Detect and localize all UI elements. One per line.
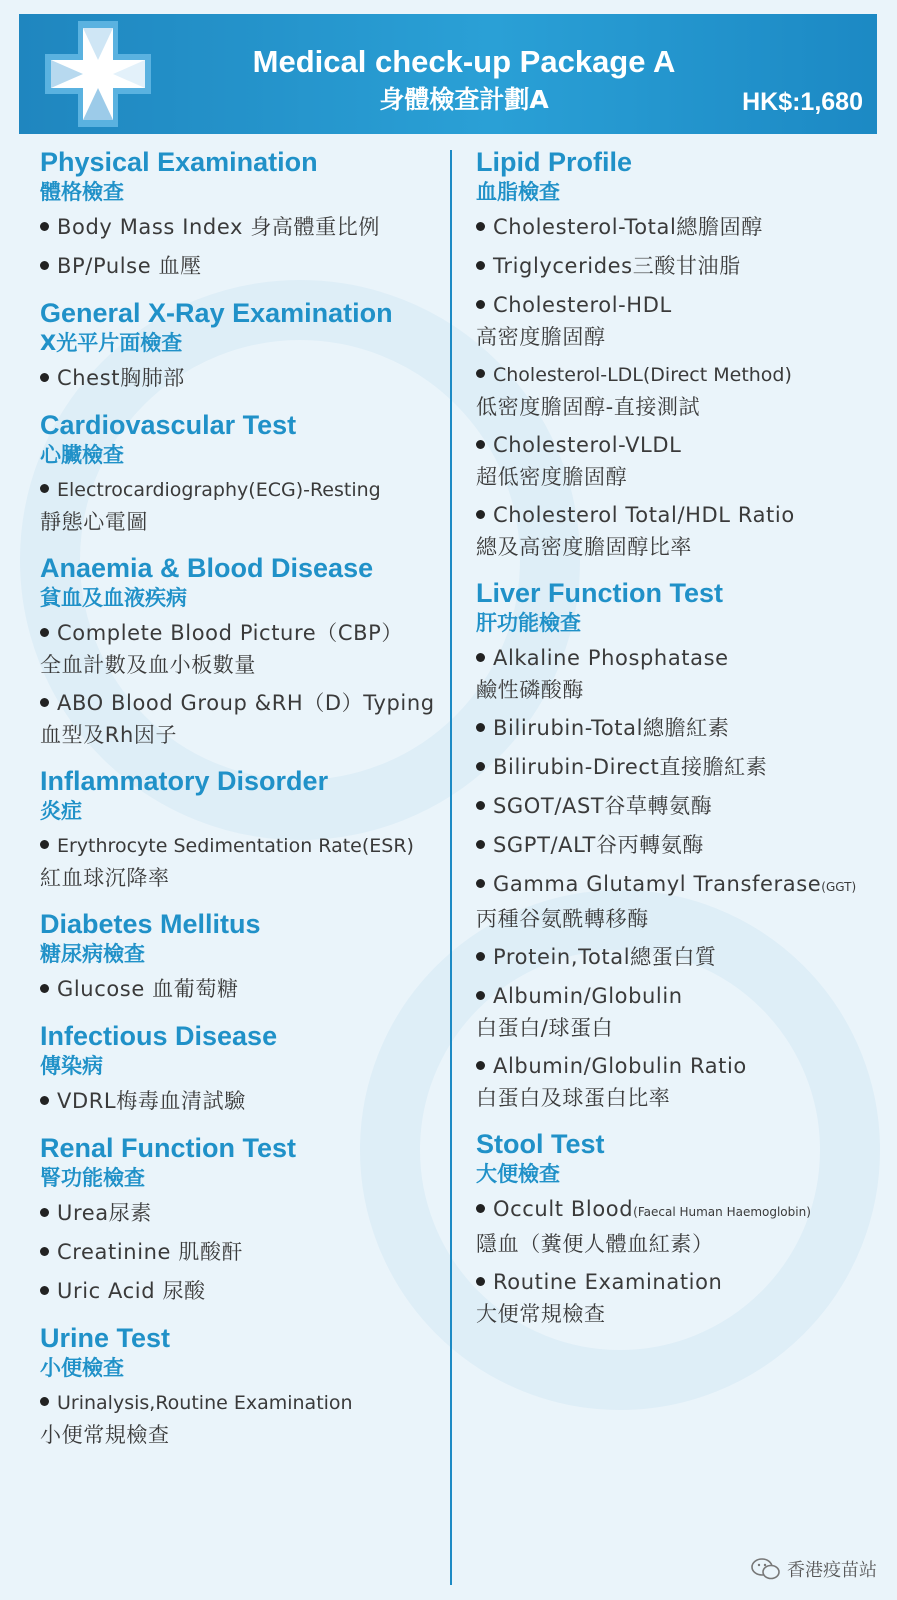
section-title-zh: 傳染病 <box>40 1054 103 1078</box>
test-item-line <box>476 712 881 745</box>
medical-cross-icon <box>33 16 163 132</box>
section <box>40 297 445 395</box>
test-item <box>476 941 881 974</box>
bullet-icon <box>40 261 49 270</box>
bullet-icon <box>476 510 485 519</box>
bullet-icon <box>476 1277 485 1286</box>
test-item-line <box>40 1275 445 1308</box>
section-title-en: Infectious Disease <box>40 1021 278 1051</box>
section <box>40 765 445 894</box>
bullet-icon <box>40 1096 49 1105</box>
section-title-zh: 炎症 <box>40 799 82 823</box>
section-title-en: Inflammatory Disorder <box>40 766 329 796</box>
test-item-name: Glucose 血葡萄糖 <box>57 977 239 1001</box>
test-item-line <box>40 250 445 283</box>
test-item <box>476 829 881 862</box>
test-item-chinese: 白蛋白及球蛋白比率 <box>476 1086 671 1110</box>
test-item <box>476 868 881 935</box>
test-item <box>40 830 445 894</box>
section-title-zh: 肝功能檢查 <box>476 611 581 635</box>
wechat-icon <box>751 1557 781 1581</box>
test-item-line <box>476 829 881 862</box>
test-item-name: Triglycerides三酸甘油脂 <box>493 254 741 278</box>
test-item-line <box>40 617 445 650</box>
test-item-line <box>476 941 881 974</box>
test-item <box>476 1050 881 1114</box>
test-item <box>40 1275 445 1308</box>
bullet-icon <box>476 762 485 771</box>
test-item-chinese: 鹼性磷酸酶 <box>476 678 584 702</box>
test-item <box>40 211 445 244</box>
test-item-chinese: 超低密度膽固醇 <box>476 465 628 489</box>
test-item-line <box>476 751 881 784</box>
test-item-line <box>476 868 881 904</box>
test-item <box>476 980 881 1044</box>
test-item-name: Body Mass Index 身高體重比例 <box>57 215 380 239</box>
test-item-line <box>476 1266 881 1299</box>
section-title-en: Renal Function Test <box>40 1133 297 1163</box>
section-title-en: Cardiovascular Test <box>40 410 297 440</box>
test-item <box>40 687 445 751</box>
test-item <box>40 617 445 681</box>
test-item <box>40 1085 445 1118</box>
package-header <box>19 14 877 134</box>
section-title-en: Physical Examination <box>40 147 318 177</box>
test-item-line <box>40 830 445 863</box>
test-item-note: (GGT) <box>821 880 857 894</box>
test-item-name: Cholesterol-VLDL <box>493 433 682 457</box>
section-title-zh: 血脂檢查 <box>476 180 560 204</box>
test-item <box>476 499 881 563</box>
test-item-note: (Faecal Human Haemoglobin) <box>633 1205 811 1219</box>
section <box>40 1132 445 1308</box>
test-item <box>476 1193 881 1260</box>
test-item-chinese: 高密度膽固醇 <box>476 325 606 349</box>
test-item <box>40 1197 445 1230</box>
bullet-icon <box>476 369 485 378</box>
test-item-name: Cholesterol-Total總膽固醇 <box>493 215 763 239</box>
test-item-name: Cholesterol-HDL <box>493 293 672 317</box>
test-item-name: BP/Pulse 血壓 <box>57 254 202 278</box>
bullet-icon <box>40 698 49 707</box>
test-item-line <box>476 499 881 532</box>
test-item <box>40 1387 445 1451</box>
test-item-name: SGPT/ALT谷丙轉氨酶 <box>493 833 704 857</box>
test-item-name: Creatinine 肌酸酐 <box>57 1240 244 1264</box>
section <box>40 1322 445 1451</box>
test-item-line <box>476 642 881 675</box>
section-title-zh: 貧血及血液疾病 <box>40 586 187 610</box>
bullet-icon <box>476 840 485 849</box>
test-item-line <box>476 1050 881 1083</box>
test-item-line <box>40 362 445 395</box>
section-title-en: Liver Function Test <box>476 578 724 608</box>
test-item <box>476 1266 881 1330</box>
test-item-name: Occult Blood <box>493 1197 634 1221</box>
test-item-chinese: 總及高密度膽固醇比率 <box>476 535 692 559</box>
section <box>476 146 881 563</box>
test-item <box>476 429 881 493</box>
test-item-chinese: 血型及Rh因子 <box>40 723 178 747</box>
bullet-icon <box>476 300 485 309</box>
test-item <box>476 712 881 745</box>
test-item-line <box>40 1236 445 1269</box>
test-item-chinese: 丙種谷氨酰轉移酶 <box>476 907 649 931</box>
test-item <box>40 1236 445 1269</box>
test-item-line <box>476 211 881 244</box>
section-title-en: Stool Test <box>476 1129 605 1159</box>
test-item-line <box>40 973 445 1006</box>
test-item-line <box>40 1197 445 1230</box>
bullet-icon <box>476 1204 485 1213</box>
test-item-name: Routine Examination <box>493 1270 723 1294</box>
wechat-account-mark <box>751 1556 877 1582</box>
test-item-name: Erythrocyte Sedimentation Rate(ESR) <box>57 835 414 857</box>
bullet-icon <box>476 991 485 1000</box>
bullet-icon <box>40 628 49 637</box>
test-item-line <box>40 474 445 507</box>
bullet-icon <box>40 222 49 231</box>
bullet-icon <box>40 840 49 849</box>
test-item <box>40 973 445 1006</box>
section-title-en: Anaemia & Blood Disease <box>40 553 374 583</box>
test-item <box>476 250 881 283</box>
test-item-line <box>476 790 881 823</box>
bullet-icon <box>476 653 485 662</box>
bullet-icon <box>476 723 485 732</box>
test-item-line <box>40 1085 445 1118</box>
test-item-name: Alkaline Phosphatase <box>493 646 729 670</box>
test-item-chinese: 低密度膽固醇-直接測試 <box>476 395 701 419</box>
section <box>40 552 445 751</box>
test-item <box>476 790 881 823</box>
test-item <box>476 642 881 706</box>
test-item-name: Bilirubin-Direct直接膽紅素 <box>493 755 768 779</box>
test-item-chinese: 小便常規檢查 <box>40 1423 170 1447</box>
section <box>476 1128 881 1330</box>
bullet-icon <box>40 984 49 993</box>
test-item-name: Protein,Total總蛋白質 <box>493 945 717 969</box>
section-title-en: Lipid Profile <box>476 147 633 177</box>
test-item-line <box>40 687 445 720</box>
test-item-name: SGOT/AST谷草轉氨酶 <box>493 794 713 818</box>
test-item-name: Urea尿素 <box>57 1201 152 1225</box>
test-item-name: Uric Acid 尿酸 <box>57 1279 206 1303</box>
test-item-name: Bilirubin-Total總膽紅素 <box>493 716 730 740</box>
bullet-icon <box>476 952 485 961</box>
package-title-en: Medical check-up Package A <box>252 44 676 79</box>
column-divider <box>450 150 452 1585</box>
bullet-icon <box>40 373 49 382</box>
bullet-icon <box>476 222 485 231</box>
test-item <box>476 751 881 784</box>
test-item <box>476 211 881 244</box>
test-item-chinese: 靜態心電圖 <box>40 510 148 534</box>
bullet-icon <box>40 1397 49 1406</box>
section-title-zh: 腎功能檢查 <box>40 1166 145 1190</box>
test-item-line <box>476 250 881 283</box>
bullet-icon <box>476 261 485 270</box>
bullet-icon <box>476 440 485 449</box>
test-item-name: Cholesterol Total/HDL Ratio <box>493 503 795 527</box>
test-item-name: Urinalysis,Routine Examination <box>57 1392 353 1414</box>
wechat-account-name: 香港疫苗站 <box>787 1560 877 1581</box>
bullet-icon <box>476 801 485 810</box>
test-item-line <box>40 211 445 244</box>
test-item-line <box>476 1193 881 1229</box>
test-item-chinese: 紅血球沉降率 <box>40 866 170 890</box>
section-title-en: General X-Ray Examination <box>40 298 393 328</box>
section-title-zh: 糖尿病檢查 <box>40 942 145 966</box>
test-item <box>476 289 881 353</box>
bullet-icon <box>40 1208 49 1217</box>
bullet-icon <box>476 1061 485 1070</box>
section <box>40 146 445 283</box>
package-title-zh: 身體檢查計劃A <box>379 85 549 114</box>
test-item-chinese: 白蛋白/球蛋白 <box>476 1016 614 1040</box>
test-item <box>40 362 445 395</box>
section-title-zh: 體格檢查 <box>40 180 124 204</box>
test-item-line <box>476 289 881 322</box>
test-item <box>476 359 881 423</box>
section-title-en: Diabetes Mellitus <box>40 909 261 939</box>
test-item-line <box>476 359 881 392</box>
section-title-en: Urine Test <box>40 1323 171 1353</box>
test-item-line <box>476 429 881 462</box>
test-item-chinese: 隱血（糞便人體血紅素） <box>476 1232 714 1256</box>
section-title-zh: 小便檢查 <box>40 1356 124 1380</box>
test-item <box>40 474 445 538</box>
test-item-name: VDRL梅毒血清試驗 <box>57 1089 246 1113</box>
test-item <box>40 250 445 283</box>
test-item-name: Cholesterol-LDL(Direct Method) <box>493 364 792 386</box>
bullet-icon <box>40 484 49 493</box>
test-item-name: Albumin/Globulin <box>493 984 683 1008</box>
section <box>40 409 445 538</box>
test-item-chinese: 大便常規檢查 <box>476 1302 606 1326</box>
section-title-zh: 心臟檢查 <box>40 443 124 467</box>
test-item-name: ABO Blood Group &RH（D）Typing <box>57 691 435 715</box>
section-title-zh: 大便檢查 <box>476 1162 560 1186</box>
package-price: HK$:1,680 <box>742 88 863 116</box>
test-item-line <box>40 1387 445 1420</box>
test-item-name: Chest胸肺部 <box>57 366 185 390</box>
bullet-icon <box>476 879 485 888</box>
section <box>40 1020 445 1118</box>
test-item-name: Electrocardiography(ECG)-Resting <box>57 479 381 501</box>
section <box>476 577 881 1114</box>
test-item-name: Gamma Glutamyl Transferase <box>493 872 822 896</box>
section-title-zh: X光平片面檢查 <box>40 331 183 355</box>
section <box>40 908 445 1006</box>
bullet-icon <box>40 1286 49 1295</box>
left-column <box>40 146 445 1465</box>
test-item-line <box>476 980 881 1013</box>
test-item-name: Complete Blood Picture（CBP） <box>57 621 403 645</box>
test-item-chinese: 全血計數及血小板數量 <box>40 653 256 677</box>
bullet-icon <box>40 1247 49 1256</box>
test-item-name: Albumin/Globulin Ratio <box>493 1054 747 1078</box>
right-column <box>476 146 881 1344</box>
